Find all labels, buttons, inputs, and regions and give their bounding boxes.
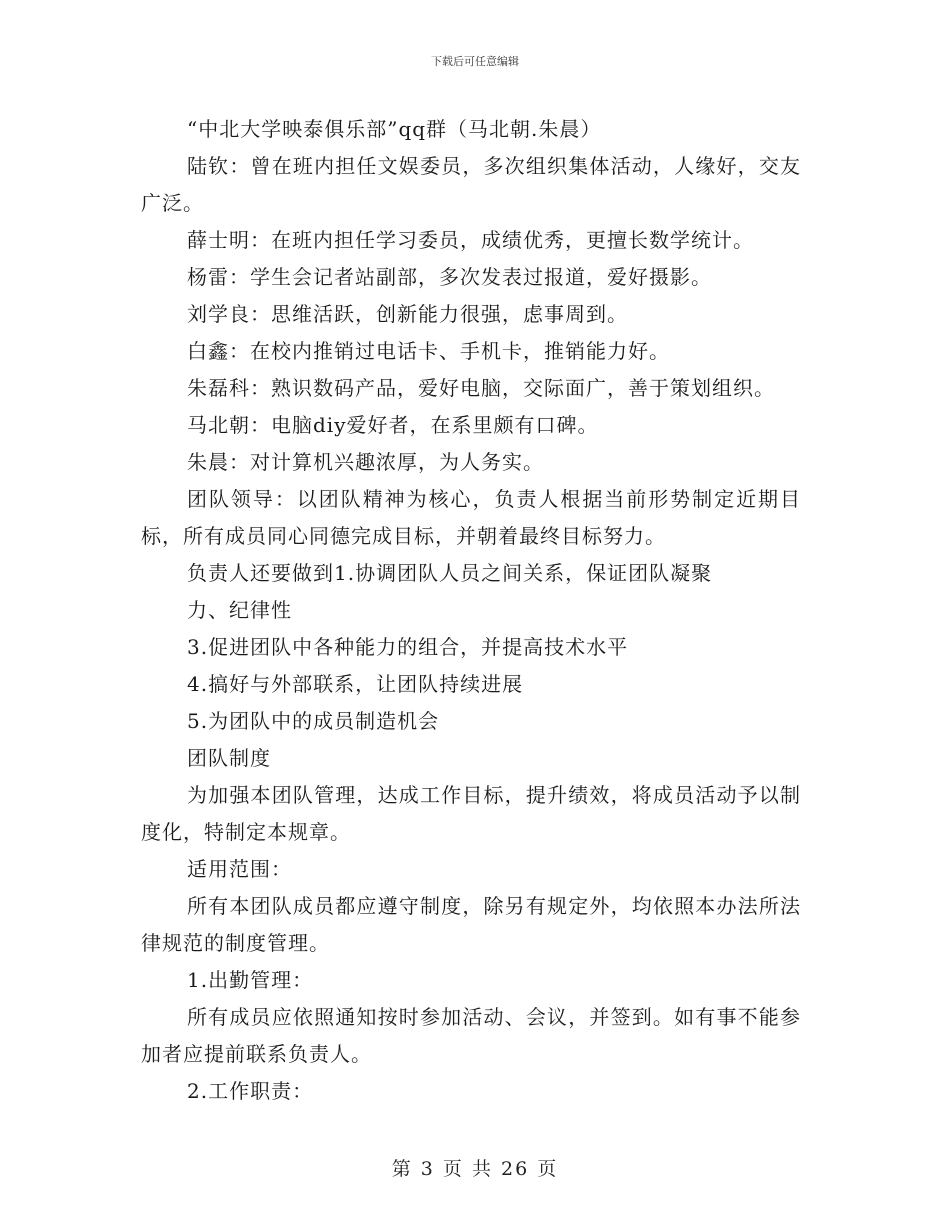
list-item-5: 5.为团队中的成员制造机会 — [187, 709, 440, 733]
section-heading-duties: 2.工作职责： — [187, 1079, 314, 1103]
paragraph-member-zhulei: 朱磊科：熟识数码产品，爱好电脑，交际面广，善于策划组织。 — [187, 376, 775, 400]
section-heading-attendance: 1.出勤管理： — [187, 968, 314, 992]
paragraph-scope: 所有本团队成员都应遵守制度，除另有规定外，均依照本办法所法律规范的制度管理。 — [141, 894, 801, 955]
paragraph-member-ma: 马北朝：电脑diy爱好者，在系里颇有口碑。 — [187, 413, 599, 437]
section-heading-scope: 适用范围： — [187, 857, 292, 881]
paragraph-leader-duties-cont: 力、纪律性 — [187, 598, 292, 622]
document-body — [141, 111, 801, 1110]
paragraph-club-group: “中北大学映泰俱乐部”qq群（马北朝.朱晨） — [187, 117, 602, 141]
list-item-4: 4.搞好与外部联系，让团队持续进展 — [187, 672, 524, 696]
paragraph-leader-duties: 负责人还要做到1.协调团队人员之间关系，保证团队凝聚 — [187, 561, 713, 585]
paragraph-member-zhuchen: 朱晨：对计算机兴趣浓厚，为人务实。 — [187, 450, 544, 474]
paragraph-team-leadership: 团队领导：以团队精神为核心，负责人根据当前形势制定近期目标，所有成员同心同德完成目标，并朝着最终目标努力。 — [141, 487, 801, 548]
list-item-3: 3.促进团队中各种能力的组合，并提高技术水平 — [187, 635, 629, 659]
header-note: 下载后可任意编辑 — [431, 55, 519, 68]
page-number: 第 3 页 共 26 页 — [391, 1158, 559, 1180]
paragraph-member-bai: 白鑫：在校内推销过电话卡、手机卡，推销能力好。 — [187, 339, 670, 363]
paragraph-member-xue: 薛士明：在班内担任学习委员，成绩优秀，更擅长数学统计。 — [187, 228, 754, 252]
paragraph-member-luqin: 陆钦：曾在班内担任文娱委员，多次组织集体活动，人缘好，交友广泛。 — [141, 154, 801, 215]
paragraph-attendance: 所有成员应依照通知按时参加活动、会议，并签到。如有事不能参加者应提前联系负责人。 — [141, 1005, 801, 1066]
section-heading-team-rules: 团队制度 — [187, 746, 271, 770]
paragraph-member-liu: 刘学良：思维活跃，创新能力很强，虑事周到。 — [187, 302, 628, 326]
paragraph-rules-intro: 为加强本团队管理，达成工作目标，提升绩效，将成员活动予以制度化，特制定本规章。 — [141, 783, 801, 844]
paragraph-member-yang: 杨雷：学生会记者站副部，多次发表过报道，爱好摄影。 — [187, 265, 712, 289]
